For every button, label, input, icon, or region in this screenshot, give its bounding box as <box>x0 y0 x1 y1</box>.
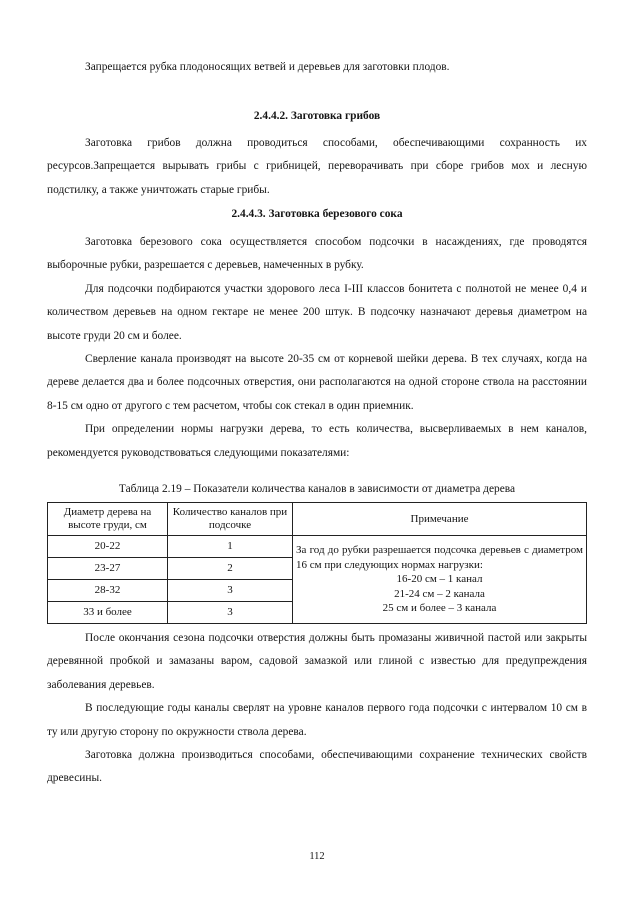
paragraph: Заготовка березового сока осуществляется способом подсочки в насаждениях, где проводятся выборочные рубки, разрешается с деревьев, намеченных в рубку. <box>47 236 587 272</box>
header-channels: Количество каналов при подсочке <box>168 503 293 536</box>
closing-section <box>47 627 587 791</box>
paragraph: Сверление канала производят на высоте 20-35 см от корневой шейки дерева. В тех случаях, когда на дереве делается два и более подсочных отверстия, они располагаются на одной стороне ствола на расстоянии 8-15 см одно от другого с тем расчетом, чтобы сок стекал в один приемник. <box>47 353 587 412</box>
header-diameter: Диаметр дерева на высоте груди, см <box>48 503 168 536</box>
lead-paragraph: Запрещается рубка плодоносящих ветвей и деревьев для заготовки плодов. <box>85 61 450 73</box>
note-line: 16-20 см – 1 канал <box>396 573 483 586</box>
document-page <box>47 0 587 905</box>
cell-channels: 3 <box>168 602 293 624</box>
cell-channels: 1 <box>168 536 293 558</box>
cell-diameter: 23-27 <box>48 558 168 580</box>
paragraph: Заготовка грибов должна проводиться способами, обеспечивающими сохранность их ресурсов.Запрещается вырывать грибы с грибницей, переворачивать при сборе грибов мох и лесную подстилку, а также уничтожать старые грибы. <box>47 137 587 196</box>
note-line: За год до рубки разрешается подсочка деревьев с диаметром 16 см при следующих нормах нагрузки: <box>296 544 583 571</box>
paragraph: В последующие годы каналы сверлят на уровне каналов первого года подсочки с интервалом 10 см в ту или другую сторону по окружности ствола дерева. <box>47 702 587 738</box>
cell-channels: 2 <box>168 558 293 580</box>
section-heading-mushrooms: 2.4.4.2. Заготовка грибов <box>253 110 381 122</box>
cell-diameter: 33 и более <box>48 602 168 624</box>
note-line: 25 см и более – 3 канала <box>382 602 497 615</box>
paragraph: Заготовка должна производиться способами, обеспечивающими сохранение технических свойств древесины. <box>47 749 587 785</box>
cell-channels: 3 <box>168 580 293 602</box>
section-birch-sap-body <box>47 231 587 465</box>
section-mushrooms-body <box>47 132 587 202</box>
cell-diameter: 20-22 <box>48 536 168 558</box>
cell-diameter: 28-32 <box>48 580 168 602</box>
channels-table <box>47 502 587 624</box>
header-note: Примечание <box>293 503 587 536</box>
table-caption: Таблица 2.19 – Показатели количества каналов в зависимости от диаметра дерева <box>118 483 516 495</box>
paragraph: После окончания сезона подсочки отверстия должны быть промазаны живичной пастой или закрыты деревянной пробкой и замазаны варом, садовой замазкой или глиной с известью для предупреждения заболевания деревьев. <box>47 632 587 691</box>
note-line: 21-24 см – 2 канала <box>394 587 485 600</box>
page-number: 112 <box>309 851 325 862</box>
cell-note <box>293 536 587 624</box>
table-row <box>48 536 587 558</box>
paragraph: При определении нормы нагрузки дерева, то есть количества, высверливаемых в нем каналов, рекомендуется руководствоваться следующими показателями: <box>47 423 587 459</box>
paragraph: Для подсочки подбираются участки здорового леса I-III классов бонитета с полнотой не менее 0,4 и количеством деревьев на одном гектаре не менее 200 штук. В подсочку назначают деревья диаметром на высоте груди 20 см и более. <box>47 282 587 342</box>
table-header-row <box>48 503 587 536</box>
section-heading-birch-sap: 2.4.4.3. Заготовка березового сока <box>231 208 403 220</box>
